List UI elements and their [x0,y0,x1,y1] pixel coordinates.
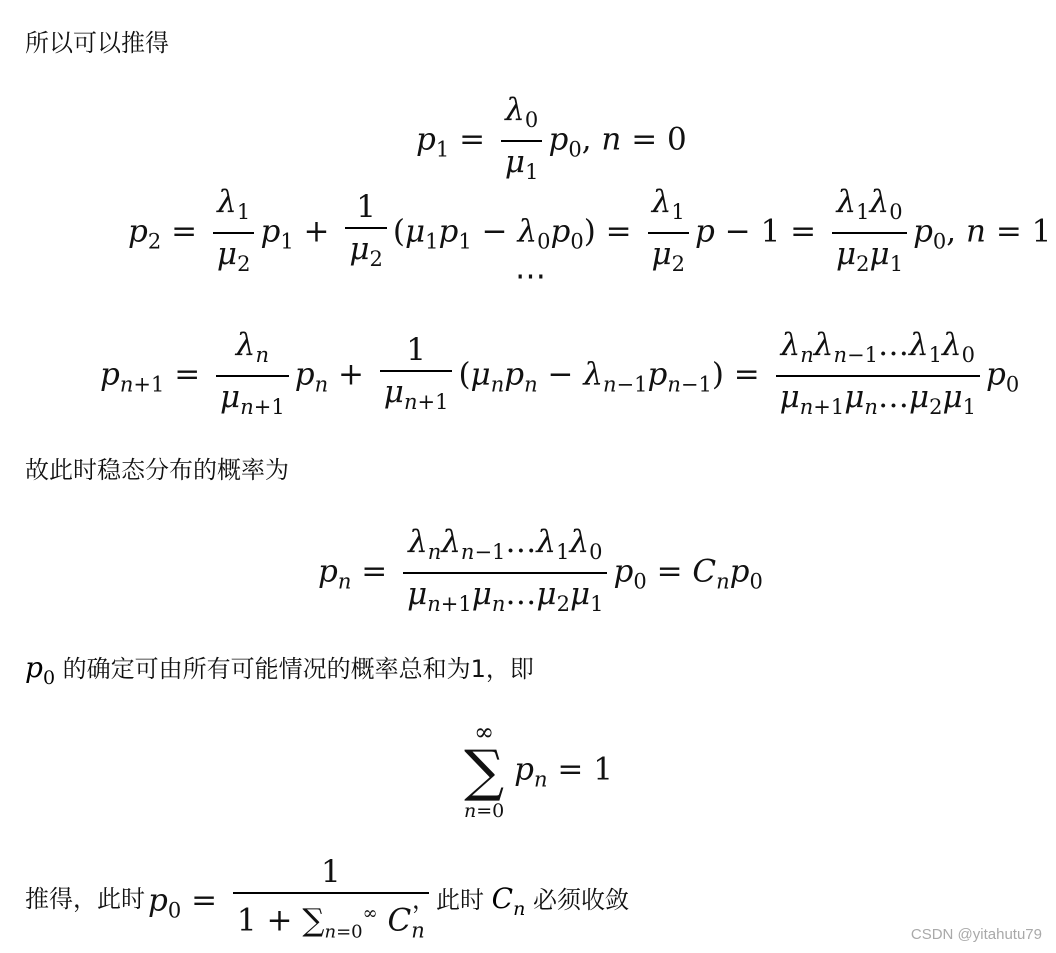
conclusion-mid: ，此时 [412,886,492,914]
intro-text: 所以可以推得 [25,29,169,57]
p0-symbol: $p_0$ [25,651,56,689]
watermark: CSDN @yitahutu79 [910,926,1042,943]
equation-p1: $p_1$ = $\frac{\lambda_0}{\mu_1}$ $p_0$, n = 0 [416,92,687,184]
ellipsis: ⋯ [515,258,546,294]
conclusion-text [25,884,145,914]
cn-symbol: $C_n$ [491,882,526,920]
p0-determination-text [25,653,534,693]
conclusion-prefix: 推得，此时 [25,885,145,913]
equation-pn: $p_n$ = $\frac{\lambda_n\lambda_{n-1}\dots\lambda_1\lambda_0}{\mu_{n+1}\mu_n\dots\mu_2\mu_1}$ $p_0 = C_np_0$ [318,524,763,616]
equation-sum: ∞ ∑ n=0 $p_n = 1$ [464,718,613,822]
equation-p0: $p_0$ = $\frac{1}{1 + \sum_{n=0}^\infty C_n}$ [148,852,435,952]
conclusion-suffix: 必须收敛 [525,886,629,914]
conclusion-text-2 [412,884,629,924]
equation-pn-plus-1: $p_{n+1}$ = $\frac{\lambda_n}{\mu_{n+1}}$ $p_n$ + $\frac{1}{\mu_{n+1}}$ $(\mu_np_n - \lambda_{n-1}p_{n-1})$ = $\frac{\lambda_n\lambda_{n-1}\dots\lambda_1\lambda_0}{\mu_{n+1}\mu_n\dots\mu_2\mu_1}$ $p_0$ [100,327,1020,419]
equation-p2: $p_2$ = $\frac{\lambda_1}{\mu_2}$ $p_1$ + $\frac{1}{\mu_2}$ $(\mu_1p_1 - \lambda_0p_0)$ = $\frac{\lambda_1}{\mu_2}$ p − 1 = $\frac{\lambda_1\lambda_0}{\mu_2\mu_1}$ $p_0$, n = 1 [128,184,1052,276]
steady-state-text: 故此时稳态分布的概率为 [25,456,289,484]
p0-determination-label: 的确定可由所有可能情况的概率总和为1，即 [55,655,534,683]
